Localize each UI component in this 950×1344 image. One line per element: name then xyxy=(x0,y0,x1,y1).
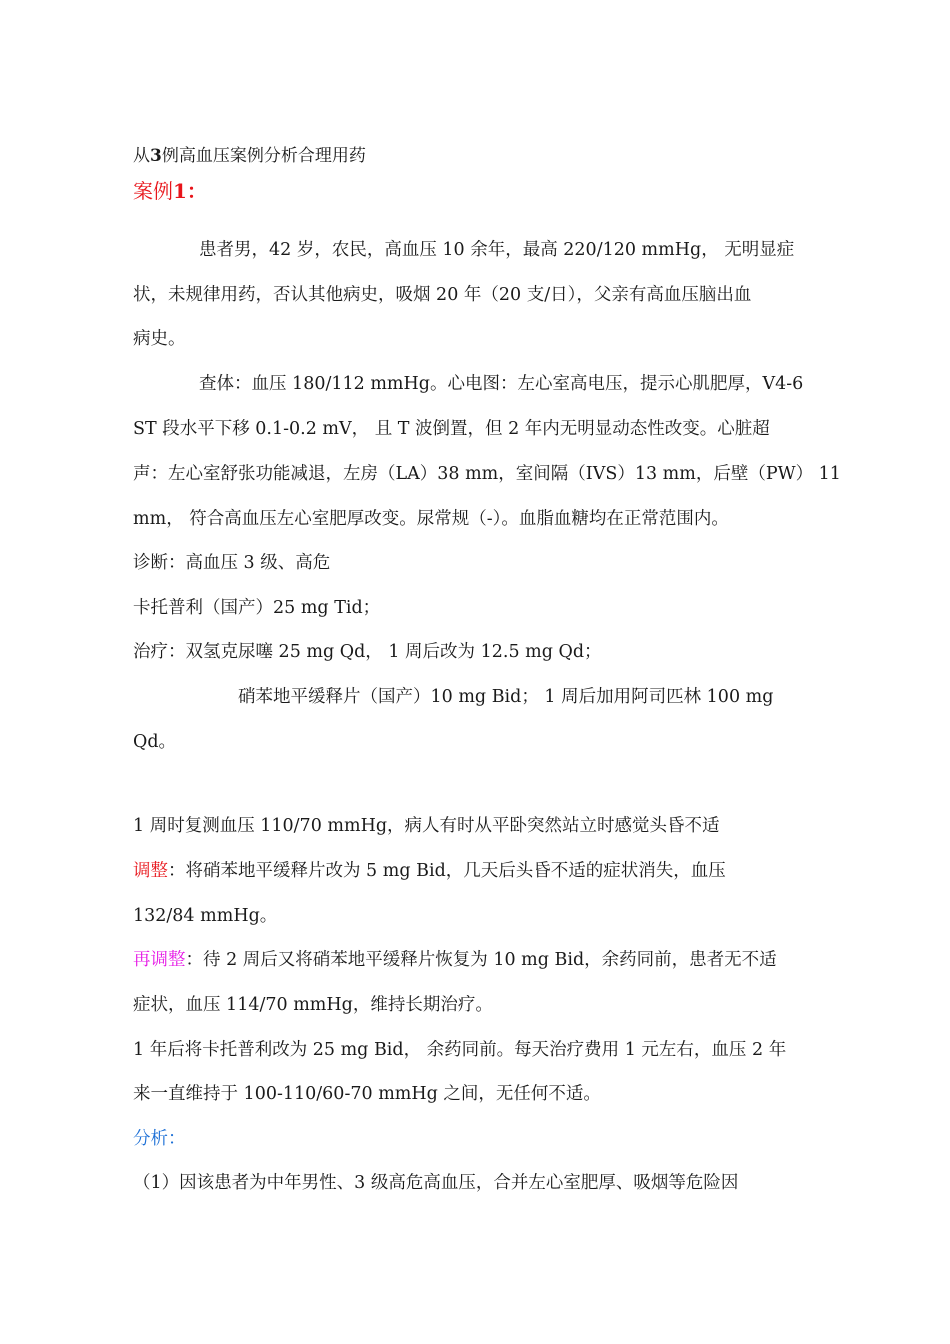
treatment-line-3: 硝苯地平缓释片（国产）10 mg Bid； 1 周后加用阿司匹林 100 mg xyxy=(238,687,774,707)
readjust-line-1 xyxy=(133,949,777,971)
title-prefix: 从 xyxy=(133,146,150,166)
analysis-line-1: （1）因该患者为中年男性、3 级高危高血压，合并左心室肥厚、吸烟等危险因 xyxy=(133,1173,739,1193)
one-year-line-1: 1 年后将卡托普利改为 25 mg Bid， 余药同前。每天治疗费用 1 元左右，血压 2 年 xyxy=(133,1040,787,1060)
adjust-label: 调整 xyxy=(133,861,168,881)
case-number: 1 xyxy=(173,179,187,203)
case-heading xyxy=(133,180,207,202)
treatment-line-4: Qd。 xyxy=(133,732,177,752)
adjust-line-2: 132/84 mmHg。 xyxy=(133,906,278,926)
title-number: 3 xyxy=(150,146,162,166)
case-colon: ： xyxy=(186,179,207,203)
analysis-label: 分析： xyxy=(133,1129,186,1149)
diagnosis-line: 诊断：高血压 3 级、高危 xyxy=(133,553,331,573)
followup-line: 1 周时复测血压 110/70 mmHg，病人有时从平卧突然站立时感觉头昏不适 xyxy=(133,816,720,836)
adjust-line-1 xyxy=(133,860,726,882)
exam-line-1: 查体：血压 180/112 mmHg。心电图：左心室高电压，提示心肌肥厚，V4-6 xyxy=(199,374,804,394)
history-line-3: 病史。 xyxy=(133,329,186,349)
history-line-2: 状，未规律用药，否认其他病史，吸烟 20 年（20 支/日），父亲有高血压脑出血 xyxy=(133,285,752,305)
exam-line-2: ST 段水平下移 0.1-0.2 mV， 且 T 波倒置，但 2 年内无明显动态性改变。心脏超 xyxy=(133,419,770,439)
exam-line-3: 声：左心室舒张功能减退，左房（LA）38 mm，室间隔（IVS）13 mm，后壁（PW） 11 xyxy=(133,464,841,484)
readjust-text: ：待 2 周后又将硝苯地平缓释片恢复为 10 mg Bid，余药同前，患者无不适 xyxy=(185,950,777,970)
title-text: 例高血压案例分析合理用药 xyxy=(161,146,366,166)
exam-line-4: mm， 符合高血压左心室肥厚改变。尿常规（-）。血脂血糖均在正常范围内。 xyxy=(133,509,729,529)
one-year-line-2: 来一直维持于 100-110/60-70 mmHg 之间，无任何不适。 xyxy=(133,1084,601,1104)
readjust-label: 再调整 xyxy=(133,950,186,970)
history-line-1: 患者男，42 岁，农民，高血压 10 余年，最高 220/120 mmHg， 无明显症 xyxy=(199,240,795,260)
case-label: 案例 xyxy=(133,179,173,203)
readjust-line-2: 症状，血压 114/70 mmHg，维持长期治疗。 xyxy=(133,995,493,1015)
document-title xyxy=(133,145,366,167)
adjust-text: ：将硝苯地平缓释片改为 5 mg Bid，几天后头昏不适的症状消失，血压 xyxy=(168,861,726,881)
treatment-line-1: 卡托普利（国产）25 mg Tid； xyxy=(133,598,381,618)
treatment-line-2: 治疗：双氢克尿噻 25 mg Qd， 1 周后改为 12.5 mg Qd； xyxy=(133,642,602,662)
